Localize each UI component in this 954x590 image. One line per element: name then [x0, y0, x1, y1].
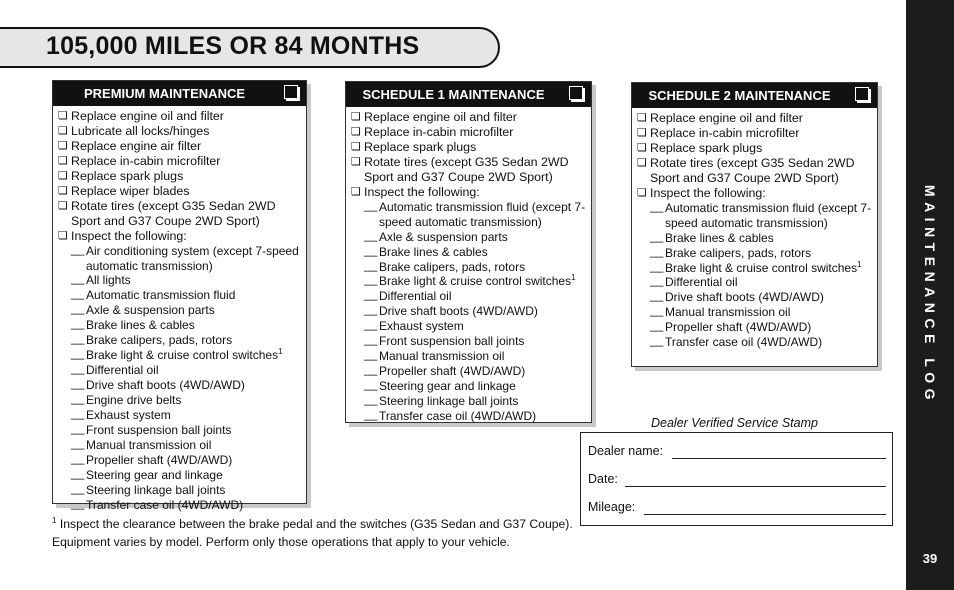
- inspection-item: [364, 260, 591, 275]
- checklist-item: ❏ Rotate tires (except G35 Sedan 2WD Sport and G37 Coupe 2WD Sport): [351, 155, 591, 185]
- mileage-field: [588, 500, 635, 514]
- inspection-item-text: Differential oil: [665, 275, 738, 290]
- inspection-item: [71, 244, 306, 274]
- inspection-item: [71, 333, 306, 348]
- inspection-item: [364, 349, 591, 364]
- checklist-item: ❏ Replace wiper blades: [58, 184, 306, 199]
- checklist-item: ❏ Replace engine oil and filter: [58, 109, 306, 124]
- inspection-item: [650, 201, 877, 231]
- inspection-item: [364, 319, 591, 334]
- inspection-sublist: [58, 244, 306, 513]
- inspection-item-text: Axle & suspension parts: [86, 303, 215, 318]
- checklist-item: ❏ Replace engine oil and filter: [351, 110, 591, 125]
- checklist-item: ❏ Inspect the following:: [351, 185, 591, 200]
- page-title: 105,000 MILES OR 84 MONTHS: [46, 32, 420, 60]
- checklist-item: ❏ Lubricate all locks/hinges: [58, 124, 306, 139]
- inspection-item: [650, 231, 877, 246]
- inspection-item-text: Drive shaft boots (4WD/AWD): [379, 304, 538, 319]
- inspection-item: [71, 438, 306, 453]
- stamp-label: Dealer Verified Service Stamp: [651, 416, 818, 430]
- inspection-item: [71, 423, 306, 438]
- inspection-item-text: Transfer case oil (4WD/AWD): [665, 335, 823, 350]
- schedule-1-maintenance-header: [346, 82, 591, 107]
- inspection-item: [71, 393, 306, 408]
- inspection-item: [71, 363, 306, 378]
- dealer-name-field: [588, 444, 663, 458]
- inspection-item: [71, 303, 306, 318]
- inspection-item: [364, 200, 591, 230]
- inspection-item: [71, 453, 306, 468]
- inspection-item-text: Steering linkage ball joints: [379, 394, 519, 409]
- inspection-item: [364, 289, 591, 304]
- inspection-sublist: [637, 201, 877, 351]
- dealer-name-line[interactable]: [672, 458, 886, 459]
- checklist-item: ❏ Replace in-cabin microfilter: [58, 154, 306, 169]
- inspection-item: [71, 273, 306, 288]
- inspection-item-text: Propeller shaft (4WD/AWD): [86, 452, 233, 467]
- dealer-name-label: Dealer name:: [588, 444, 664, 458]
- checklist-item: ❏ Replace in-cabin microfilter: [351, 125, 591, 140]
- inspection-item: [364, 394, 591, 409]
- dealer-stamp-box: [580, 432, 893, 526]
- inspection-item: [364, 379, 591, 394]
- premium-maintenance-list: [53, 106, 306, 513]
- inspection-item: [71, 378, 306, 393]
- checklist-item: ❏ Rotate tires (except G35 Sedan 2WD Sport and G37 Coupe 2WD Sport): [637, 156, 877, 186]
- date-field: [588, 472, 618, 486]
- inspection-item-text: Manual transmission oil: [665, 305, 791, 320]
- inspection-item: [364, 304, 591, 319]
- checkbox-icon: [855, 87, 869, 101]
- inspection-item-text: Brake calipers, pads, rotors: [379, 259, 526, 274]
- inspection-item: [71, 483, 306, 498]
- inspection-item: [71, 348, 306, 363]
- inspection-item: [71, 468, 306, 483]
- inspection-item: [364, 230, 591, 245]
- checklist-item: ❏ Replace in-cabin microfilter: [637, 126, 877, 141]
- inspection-item: [364, 364, 591, 379]
- inspection-item-text: Automatic transmission fluid: [86, 288, 236, 303]
- schedule-2-maintenance-header: [632, 83, 877, 108]
- inspection-item-text: Drive shaft boots (4WD/AWD): [665, 290, 824, 305]
- inspection-item: [650, 261, 877, 276]
- mileage-label: Mileage:: [588, 500, 636, 514]
- inspection-item-text: Front suspension ball joints: [86, 423, 232, 438]
- inspection-item: [364, 245, 591, 260]
- inspection-item-text: Drive shaft boots (4WD/AWD): [86, 378, 245, 393]
- inspection-item-text: Brake light & cruise control switches: [379, 274, 572, 289]
- inspection-item-text: Transfer case oil (4WD/AWD): [379, 409, 537, 424]
- inspection-item: [650, 275, 877, 290]
- page-number: 39: [922, 551, 938, 566]
- inspection-item-text: Automatic transmission fluid (except 7-speed automatic transmission): [665, 200, 872, 230]
- schedule-1-maintenance-box: [345, 81, 592, 423]
- inspection-item: [650, 246, 877, 261]
- date-line[interactable]: [625, 486, 886, 487]
- inspection-item-text: Front suspension ball joints: [379, 334, 525, 349]
- section-label: MAINTENANCE LOG: [922, 184, 938, 406]
- checklist-item: ❏ Replace engine air filter: [58, 139, 306, 154]
- checkbox-icon: [569, 86, 583, 100]
- schedule-1-maintenance-title: SCHEDULE 1 MAINTENANCE: [362, 87, 545, 102]
- checklist-item: ❏ Replace engine oil and filter: [637, 111, 877, 126]
- inspection-item-text: Steering linkage ball joints: [86, 482, 226, 497]
- inspection-item-text: Axle & suspension parts: [379, 229, 508, 244]
- inspection-item-text: Brake lines & cables: [379, 244, 488, 259]
- footnote-ref: 1: [278, 347, 283, 357]
- footnote-text: Inspect the clearance between the brake pedal and the switches (G35 Sedan and G37 Coupe).: [59, 517, 573, 531]
- inspection-item-text: Propeller shaft (4WD/AWD): [665, 320, 812, 335]
- checkbox-icon: [284, 85, 298, 99]
- inspection-item-text: Manual transmission oil: [379, 349, 505, 364]
- schedule-2-maintenance-title: SCHEDULE 2 MAINTENANCE: [648, 88, 831, 103]
- checklist-item: ❏ Rotate tires (except G35 Sedan 2WD Sport and G37 Coupe 2WD Sport): [58, 199, 306, 229]
- inspection-sublist: [351, 200, 591, 424]
- schedule-2-maintenance-box: [631, 82, 878, 367]
- footnote-ref: 1: [857, 259, 862, 269]
- inspection-item: [71, 408, 306, 423]
- checklist-item: ❏ Replace spark plugs: [351, 140, 591, 155]
- inspection-item-text: Exhaust system: [379, 319, 464, 334]
- checklist-item: ❏ Inspect the following:: [58, 229, 306, 244]
- premium-maintenance-box: [52, 80, 307, 512]
- inspection-item: [364, 334, 591, 349]
- inspection-item-text: Steering gear and linkage: [379, 379, 516, 394]
- premium-maintenance-header: [53, 81, 306, 106]
- inspection-item: [71, 498, 306, 513]
- inspection-item: [364, 409, 591, 424]
- checklist-item: ❏ Replace spark plugs: [637, 141, 877, 156]
- date-label: Date:: [588, 472, 618, 486]
- title-bar: [0, 27, 500, 68]
- inspection-item-text: Transfer case oil (4WD/AWD): [86, 497, 244, 512]
- inspection-item-text: Brake calipers, pads, rotors: [86, 333, 233, 348]
- inspection-item: [71, 318, 306, 333]
- inspection-item-text: Manual transmission oil: [86, 437, 212, 452]
- inspection-item-text: Exhaust system: [86, 408, 171, 423]
- inspection-item-text: Differential oil: [379, 289, 452, 304]
- inspection-item: [650, 335, 877, 350]
- inspection-item-text: Brake light & cruise control switches: [86, 348, 279, 363]
- footnote-block: [52, 515, 612, 551]
- footnote-mark: 1: [52, 515, 57, 525]
- footnote-ref: 1: [571, 273, 576, 283]
- inspection-item: [71, 288, 306, 303]
- checklist-item: ❏ Replace spark plugs: [58, 169, 306, 184]
- inspection-item: [650, 305, 877, 320]
- inspection-item-text: Differential oil: [86, 363, 159, 378]
- inspection-item: [364, 274, 591, 289]
- premium-maintenance-title: PREMIUM MAINTENANCE: [83, 86, 246, 101]
- inspection-item: [650, 290, 877, 305]
- footnote: [52, 515, 612, 533]
- inspection-item-text: Automatic transmission fluid (except 7-speed automatic transmission): [379, 199, 586, 229]
- inspection-item-text: Brake lines & cables: [86, 318, 195, 333]
- schedule-1-maintenance-list: [346, 107, 591, 424]
- inspection-item-text: Brake calipers, pads, rotors: [665, 245, 812, 260]
- equipment-note: Equipment varies by model. Perform only those operations that apply to your vehicle.: [52, 535, 510, 549]
- schedule-2-maintenance-list: [632, 108, 877, 350]
- inspection-item-text: Steering gear and linkage: [86, 467, 223, 482]
- mileage-line[interactable]: [644, 514, 886, 515]
- inspection-item: [650, 320, 877, 335]
- inspection-item-text: Engine drive belts: [86, 393, 182, 408]
- inspection-item-text: Brake lines & cables: [665, 230, 774, 245]
- checklist-item: ❏ Inspect the following:: [637, 186, 877, 201]
- inspection-item-text: All lights: [86, 273, 131, 288]
- inspection-item-text: Propeller shaft (4WD/AWD): [379, 364, 526, 379]
- inspection-item-text: Brake light & cruise control switches: [665, 260, 858, 275]
- inspection-item-text: Air conditioning system (except 7-speed automatic transmission): [86, 243, 299, 273]
